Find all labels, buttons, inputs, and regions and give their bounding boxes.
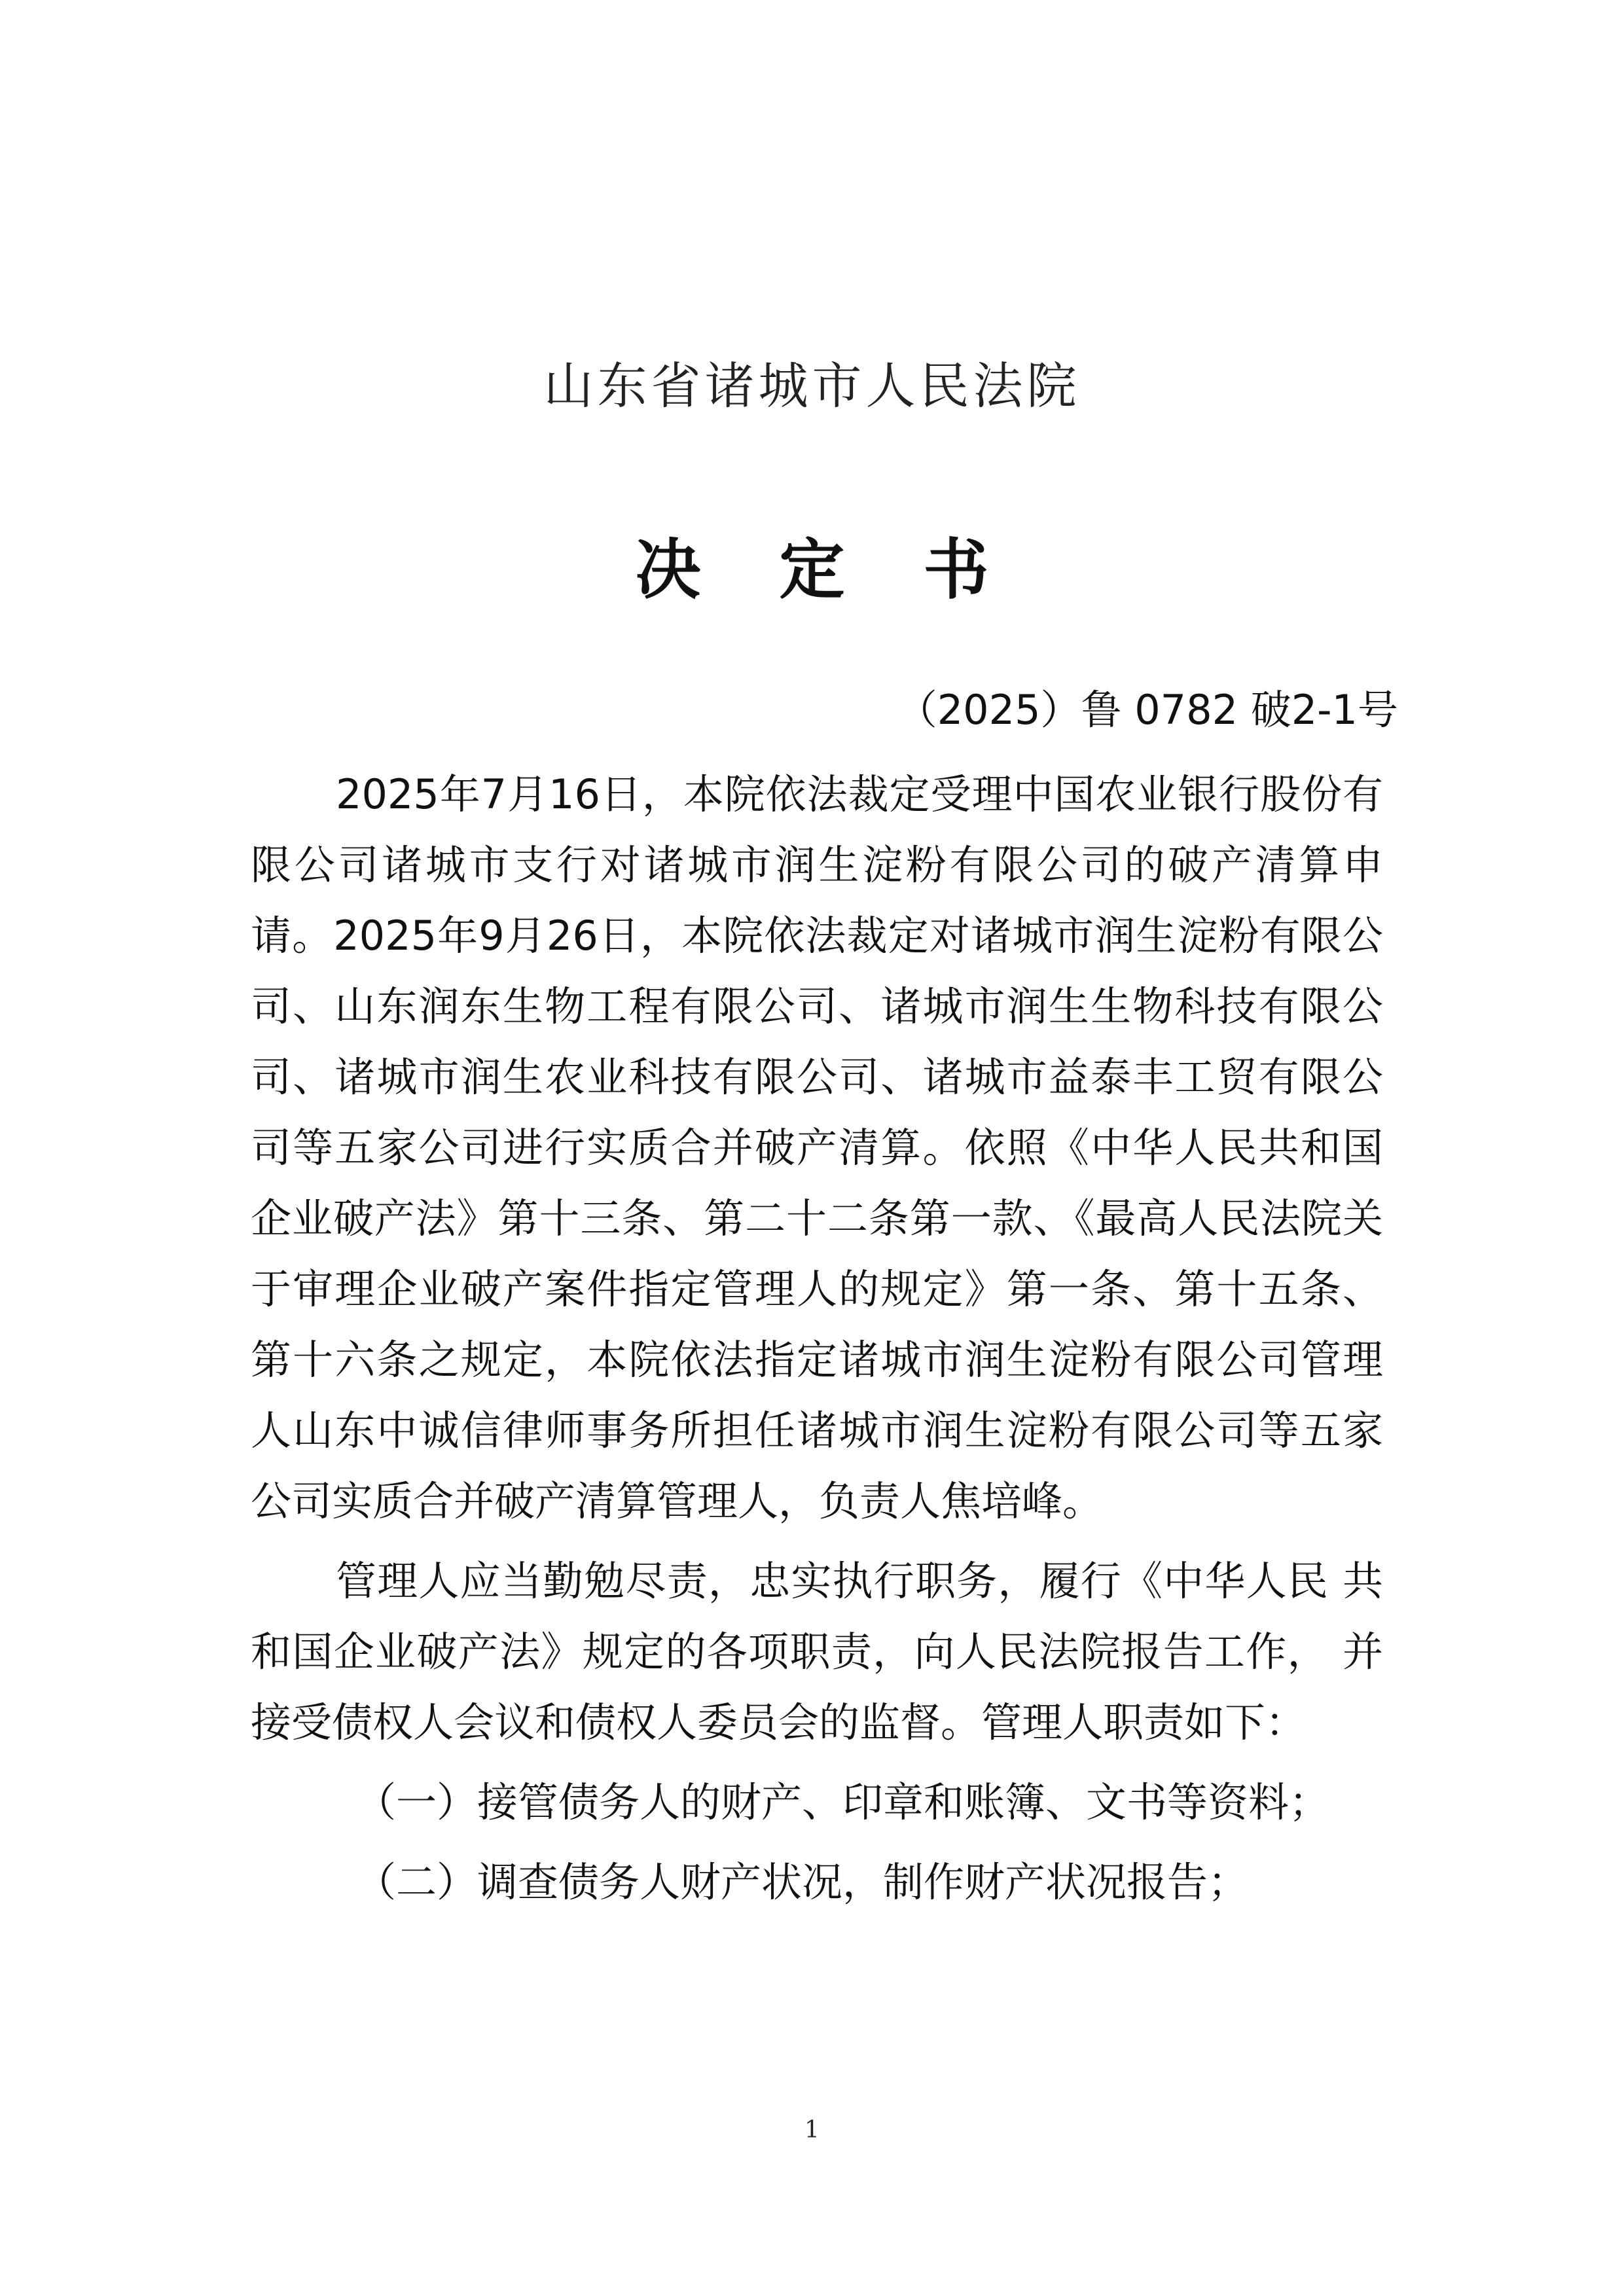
body-paragraph: 管理人应当勤勉尽责，忠实执行职务，履行《中华人民 共和国企业破产法》规定的各项职责，向人民法院报告工作， 并接受债权人会议和债权人委员会的监督。管理人职责如下：: [251, 1557, 1383, 1746]
title-char: 决: [635, 531, 701, 608]
title-char: 定: [779, 531, 845, 608]
case-number: （2025）鲁 0782 破2-1号: [896, 686, 1398, 734]
body-paragraph: 2025年7月16日，本院依法裁定受理中国农业银行股份有限公司诸城市支行对诸城市润生淀粉有限公司的破产清算申请。2025年9月26日，本院依法裁定对诸城市润生淀粉有限公司、山东润东生物工程有限公司、诸城市润生生物科技有限公司、诸城市润生农业科技有限公司、诸城市益泰丰工贸有限公司等五家公司进行实质合并破产清算。依照《中华人民共和国企业破产法》第十三条、第二十二条第一款、《最高人民法院关于审理企业破产案件指定管理人的规定》第一条、第十五条、第十六条之规定，本院依法指定诸城市润生淀粉有限公司管理人山东中诚信律师事务所担任诸城市润生淀粉有限公司等五家公司实质合并破产清算管理人，负责人焦培峰。: [251, 770, 1383, 1525]
page-number: 1: [804, 2117, 820, 2144]
document-title: [0, 530, 1624, 609]
document-body: [251, 759, 1383, 1918]
duty-item: （一）接管债务人的财产、印章和账簿、文书等资料；: [355, 1778, 1330, 1826]
title-char: 书: [923, 531, 989, 608]
court-name: 山东省诸城市人民法院: [543, 357, 1081, 415]
duty-item: （二）调查债务人财产状况，制作财产状况报告；: [355, 1858, 1249, 1906]
